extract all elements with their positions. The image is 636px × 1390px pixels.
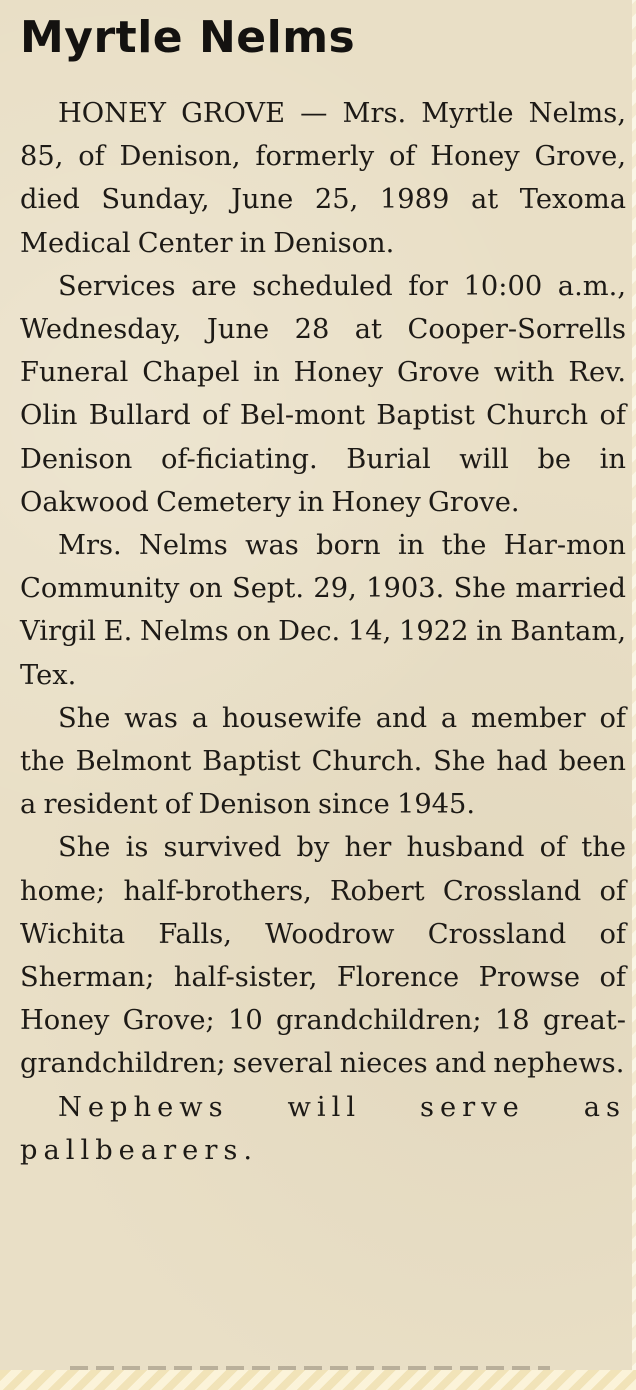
obituary-headline: Myrtle Nelms [20,12,356,63]
paragraph-pallbearers: Nephews will serve as pallbearers. [20,1091,626,1166]
paragraph-church-residence: She was a housewife and a member of the Belmont Baptist Church. She had been a resident of Denison since 1945. [20,702,626,821]
paragraph-survivors: She is survived by her husband of the home; half-brothers, Robert Crossland of Wichita Falls, Woodrow Crossland of Sherman; half-sister, Florence Prowse of Honey Grove; 10 grandchildren; 18 great-grandchildren; several nieces and nephews. [20,832,626,1080]
paragraph-death-notice: HONEY GROVE — Mrs. Myrtle Nelms, 85, of Denison, formerly of Honey Grove, died Sunday, June 25, 1989 at Texoma Medical Center in Denison. [20,98,626,259]
paragraph-birth-marriage: Mrs. Nelms was born in the Har-mon Community on Sept. 29, 1903. She married Virgil E. Nelms on Dec. 14, 1922 in Bantam, Tex. [20,530,626,691]
scan-background-edge [0,1370,636,1390]
paragraph-services: Services are scheduled for 10:00 a.m., Wednesday, June 28 at Cooper-Sorrells Funeral Chapel in Honey Grove with Rev. Olin Bullard of Bel-mont Baptist Church of Denison of-ficiating. Burial will be in Oakwood Cemetery in Honey Grove. [20,270,626,518]
obituary-body [20,92,626,1172]
